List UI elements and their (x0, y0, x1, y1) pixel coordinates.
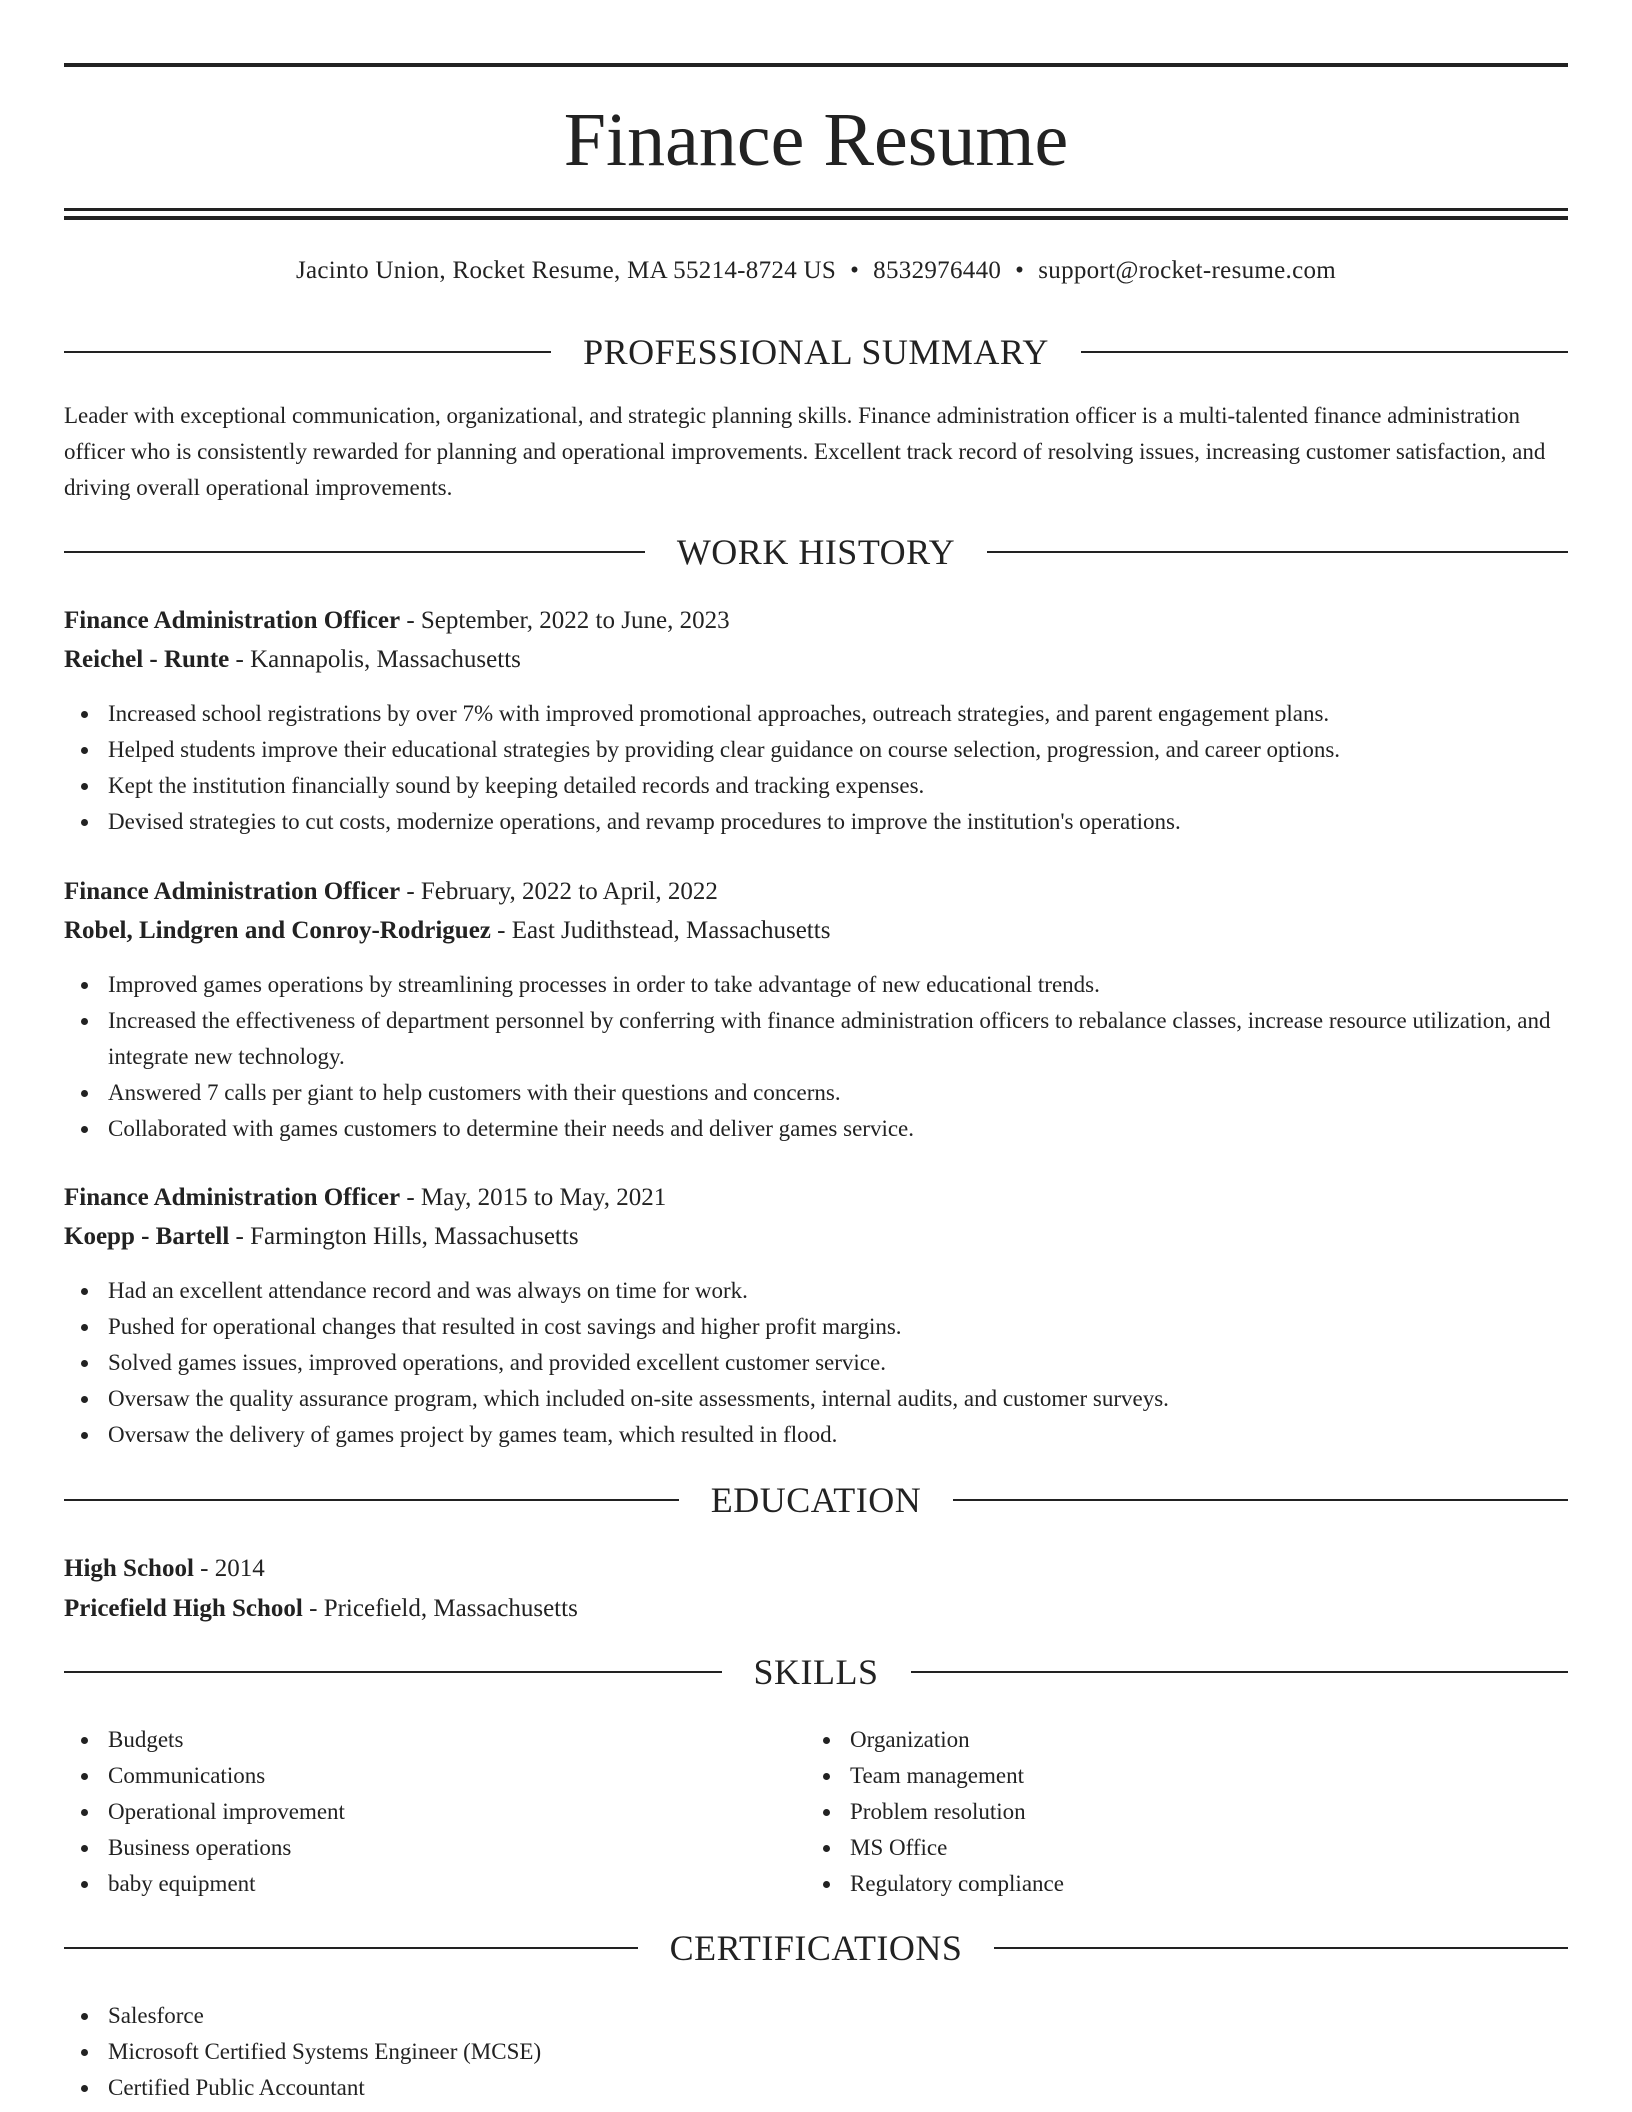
section-heading-skills (64, 1650, 1568, 1694)
education-degree-line (64, 1552, 1568, 1586)
skill-item: Business operations (64, 1830, 804, 1866)
section-title: EDUCATION (710, 1480, 922, 1520)
contact-phone: 8532976440 (873, 257, 1002, 284)
heading-rule (64, 1499, 679, 1501)
skill-item: Problem resolution (806, 1794, 1546, 1830)
section-title: CERTIFICATIONS (669, 1928, 963, 1968)
job-title: Finance Administration Officer (64, 607, 401, 634)
heading-rule (64, 1671, 722, 1673)
section-heading-summary (64, 330, 1568, 374)
education-location: - Pricefield, Massachusetts (302, 1595, 578, 1622)
heading-rule (987, 551, 1568, 553)
job-title: Finance Administration Officer (64, 878, 401, 905)
skill-item: Team management (806, 1758, 1546, 1794)
certification-item: Microsoft Certified Systems Engineer (MCSE) (64, 2034, 1568, 2070)
education-school-line (64, 1592, 1568, 1626)
contact-line (64, 254, 1568, 288)
contact-address: Jacinto Union, Rocket Resume, MA 55214-8724 US (295, 257, 837, 284)
job-title-line (64, 875, 1568, 909)
job-dates: - September, 2022 to June, 2023 (400, 607, 730, 634)
certification-item: Salesforce (64, 1998, 1568, 2034)
certification-item: Certified Public Accountant (64, 2070, 1568, 2106)
job-title-line (64, 604, 1568, 638)
list-item: Helped students improve their educational strategies by providing clear guidance on course selection, progression, and career options. (64, 732, 1568, 768)
summary-text: Leader with exceptional communication, organizational, and strategic planning skills. Finance administration officer is a multi-talented finance administration officer who is consistently rewarded for planning and operational improvements. Excellent track record of resolving issues, increasing customer satisfaction, and driving overall operational improvements. (64, 403, 1546, 500)
skill-item: baby equipment (64, 1866, 804, 1902)
heading-rule (64, 1947, 638, 1949)
skill-item: Organization (806, 1722, 1546, 1758)
section-title: SKILLS (753, 1652, 879, 1692)
title-rule-lower (64, 216, 1568, 220)
list-item: Pushed for operational changes that resulted in cost savings and higher profit margins. (64, 1309, 1568, 1345)
skills-list-left (64, 1722, 804, 1902)
education-year: - 2014 (193, 1555, 265, 1582)
section-title: PROFESSIONAL SUMMARY (583, 332, 1049, 372)
list-item: Oversaw the delivery of games project by games team, which resulted in flood. (64, 1417, 1568, 1453)
contact-separator: • (1015, 257, 1025, 284)
heading-rule (64, 551, 645, 553)
heading-rule (1081, 351, 1568, 353)
job-title-line (64, 1181, 1568, 1215)
job-location: - East Judithstead, Massachusetts (490, 917, 831, 944)
job-company-line (64, 914, 1568, 948)
education-school: Pricefield High School (64, 1595, 303, 1622)
skill-item: Communications (64, 1758, 804, 1794)
job-company: Robel, Lindgren and Conroy-Rodriguez (64, 917, 491, 944)
job-bullets (64, 967, 1568, 1147)
list-item: Increased school registrations by over 7% with improved promotional approaches, outreach strategies, and parent engagement plans. (64, 696, 1568, 732)
skill-item: Operational improvement (64, 1794, 804, 1830)
list-item: Had an excellent attendance record and was always on time for work. (64, 1273, 1568, 1309)
job-bullets (64, 696, 1568, 840)
skills-list-right (806, 1722, 1546, 1902)
job-dates: - May, 2015 to May, 2021 (400, 1184, 667, 1211)
education-degree: High School (64, 1555, 194, 1582)
heading-rule (911, 1671, 1569, 1673)
job-location: - Kannapolis, Massachusetts (229, 646, 521, 673)
section-heading-certifications (64, 1926, 1568, 1970)
heading-rule (64, 351, 551, 353)
job-company-line (64, 1220, 1568, 1254)
contact-separator: • (850, 257, 860, 284)
list-item: Kept the institution financially sound by keeping detailed records and tracking expenses. (64, 768, 1568, 804)
heading-rule (994, 1947, 1568, 1949)
job-title: Finance Administration Officer (64, 1184, 401, 1211)
skill-item: Budgets (64, 1722, 804, 1758)
page-title: Finance Resume (563, 98, 1069, 182)
title-rule-upper (64, 208, 1568, 211)
list-item: Collaborated with games customers to determine their needs and deliver games service. (64, 1111, 1568, 1147)
job-company: Koepp - Bartell (64, 1223, 230, 1250)
list-item: Solved games issues, improved operations, and provided excellent customer service. (64, 1345, 1568, 1381)
list-item: Oversaw the quality assurance program, which included on-site assessments, internal audits, and customer surveys. (64, 1381, 1568, 1417)
job-bullets (64, 1273, 1568, 1453)
certifications-list (64, 1998, 1568, 2106)
list-item: Answered 7 calls per giant to help customers with their questions and concerns. (64, 1075, 1568, 1111)
job-company: Reichel - Runte (64, 646, 230, 673)
section-heading-work-history (64, 530, 1568, 574)
skill-item: Regulatory compliance (806, 1866, 1546, 1902)
section-heading-education (64, 1478, 1568, 1522)
list-item: Devised strategies to cut costs, modernize operations, and revamp procedures to improve the institution's operations. (64, 804, 1568, 840)
top-rule (64, 63, 1568, 67)
list-item: Increased the effectiveness of department personnel by conferring with finance administration officers to rebalance classes, increase resource utilization, and integrate new technology. (64, 1003, 1568, 1075)
list-item: Improved games operations by streamlining processes in order to take advantage of new educational trends. (64, 967, 1568, 1003)
job-company-line (64, 643, 1568, 677)
heading-rule (953, 1499, 1568, 1501)
job-dates: - February, 2022 to April, 2022 (400, 878, 718, 905)
skill-item: MS Office (806, 1830, 1546, 1866)
section-title: WORK HISTORY (676, 532, 956, 572)
contact-email: support@rocket-resume.com (1038, 257, 1337, 284)
job-location: - Farmington Hills, Massachusetts (229, 1223, 579, 1250)
